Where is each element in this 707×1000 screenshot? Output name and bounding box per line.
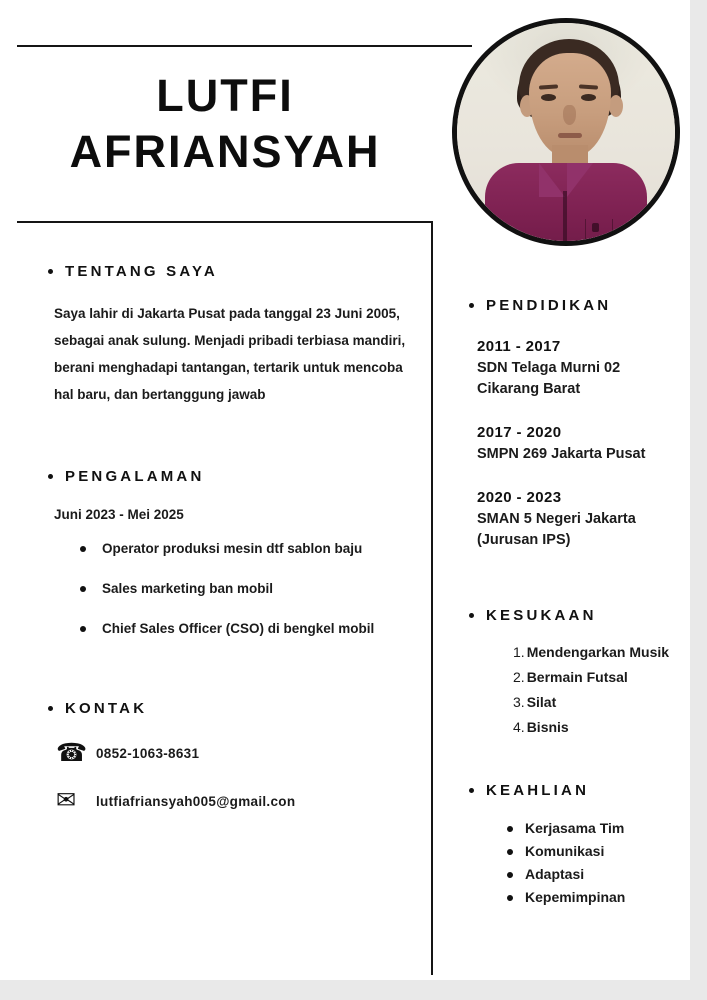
header-bottom-rule	[17, 221, 432, 223]
page-title	[60, 68, 390, 180]
portrait-eye-right	[581, 94, 596, 101]
contact-phone-value: 0852-1063-8631	[96, 745, 200, 761]
list-item: Kepemimpinan	[507, 886, 676, 909]
section-heading-interests	[469, 607, 676, 624]
section-heading-about	[48, 263, 413, 280]
right-column	[433, 225, 690, 980]
portrait-eye-left	[541, 94, 556, 101]
education-years: 2020 - 2023	[477, 489, 562, 506]
education-school: SMAN 5 Negeri Jakarta	[477, 511, 636, 527]
bullet-icon	[469, 613, 474, 618]
education-item	[477, 336, 676, 400]
section-heading-education	[469, 297, 676, 314]
list-item: Sales marketing ban mobil	[80, 580, 413, 598]
section-heading-education-label: PENDIDIKAN	[486, 297, 612, 314]
bullet-icon	[469, 788, 474, 793]
portrait-ear-right	[609, 95, 623, 117]
section-heading-about-label: TENTANG SAYA	[65, 263, 218, 280]
list-item: Bermain Futsal	[526, 669, 628, 685]
list-item: Silat	[526, 694, 557, 710]
education-school-detail: Cikarang Barat	[477, 381, 581, 397]
list-item: Bisnis	[526, 719, 569, 735]
skills-list	[469, 817, 676, 909]
section-heading-experience-label: PENGALAMAN	[65, 468, 205, 485]
avatar	[452, 18, 680, 246]
portrait-collar-left	[539, 163, 565, 197]
list-item: Chief Sales Officer (CSO) di bengkel mobil	[80, 620, 413, 638]
contact-row-phone	[56, 739, 413, 767]
contact-email-value: lutfiafriansyah005@gmail.con	[96, 793, 296, 809]
bullet-icon	[469, 303, 474, 308]
about-body-text: Saya lahir di Jakarta Pusat pada tanggal 23 Juni 2005, sebagai anak sulung. Menjadi pribadi terbiasa mandiri, berani menghadapi tantangan, tertarik untuk mencoba hal baru, dan bertanggung jawab	[54, 306, 406, 402]
section-heading-skills-label: KEAHLIAN	[486, 782, 590, 799]
name-line-last: AFRIANSYAH	[69, 126, 381, 177]
section-heading-contact-label: KONTAK	[65, 700, 148, 717]
list-item: Adaptasi	[507, 863, 676, 886]
list-item: Kerjasama Tim	[507, 817, 676, 840]
contact-list	[56, 739, 413, 815]
list-item: Komunikasi	[507, 840, 676, 863]
education-years: 2011 - 2017	[477, 338, 561, 355]
section-heading-experience	[48, 468, 413, 485]
bullet-icon	[48, 474, 53, 479]
bullet-icon	[48, 706, 53, 711]
portrait-mouth	[558, 133, 582, 138]
name-line-first: LUTFI	[156, 70, 294, 121]
education-item	[477, 487, 676, 551]
portrait-collar-right	[567, 163, 593, 197]
bullet-icon	[48, 269, 53, 274]
portrait-photo	[457, 23, 675, 241]
section-heading-skills	[469, 782, 676, 799]
experience-period: Juni 2023 - Mei 2025	[54, 507, 184, 522]
resume-header	[0, 0, 690, 225]
list-item: Operator produksi mesin dtf sablon baju	[80, 540, 413, 558]
education-school-detail: (Jurusan IPS)	[477, 532, 571, 548]
section-heading-interests-label: KESUKAAN	[486, 607, 597, 624]
portrait-nose	[563, 105, 576, 125]
education-school: SMPN 269 Jakarta Pusat	[477, 446, 646, 462]
telephone-icon: ☎	[56, 739, 88, 767]
header-top-rule	[17, 45, 472, 47]
education-item	[477, 422, 676, 465]
contact-row-email	[56, 787, 413, 815]
left-column	[0, 225, 431, 980]
experience-list	[48, 540, 413, 638]
list-item: Mendengarkan Musik	[526, 644, 670, 660]
education-school: SDN Telaga Murni 02	[477, 360, 621, 376]
section-heading-contact	[48, 700, 413, 717]
envelope-icon: ✉	[56, 787, 77, 814]
interests-list	[469, 640, 676, 740]
education-years: 2017 - 2020	[477, 424, 562, 441]
